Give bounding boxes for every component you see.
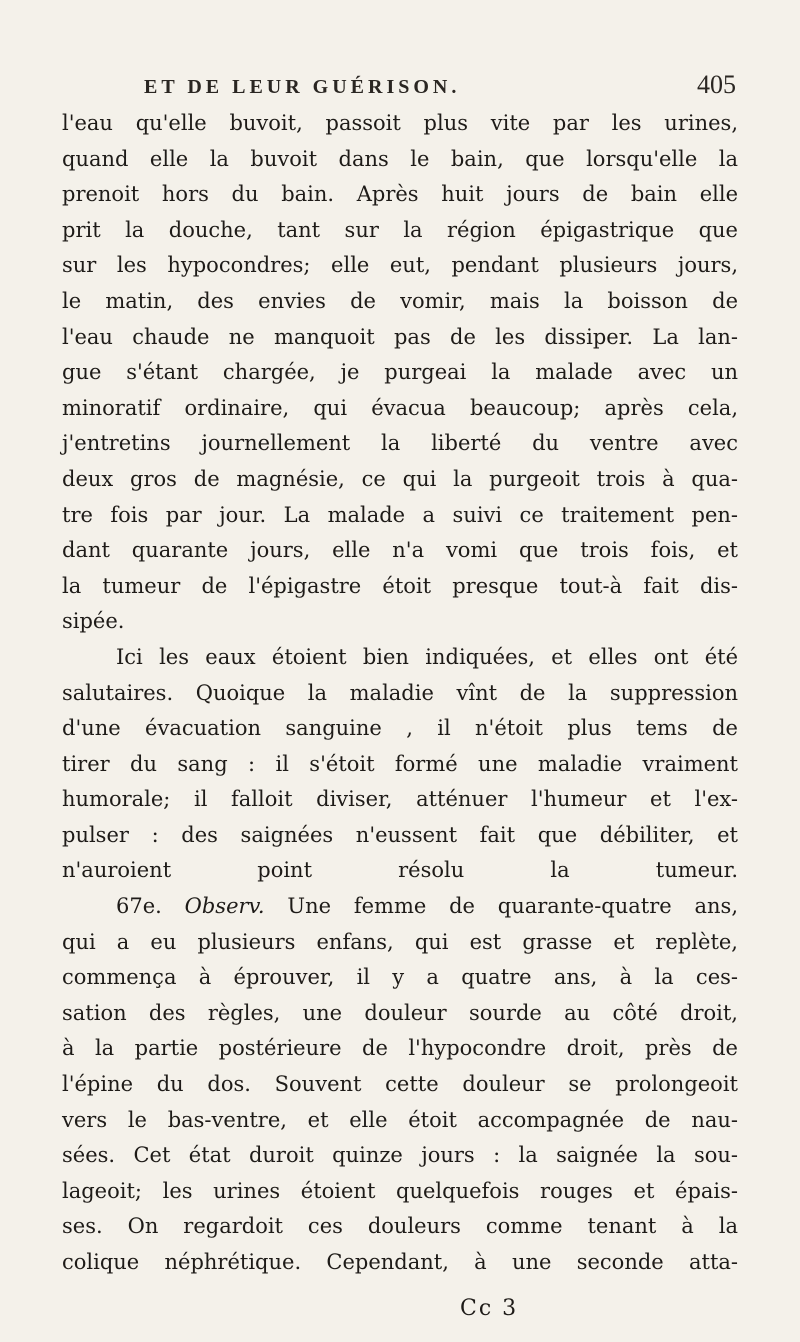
signature-mark: Cc 3	[460, 1296, 519, 1321]
text-line: dant quarante jours, elle n'a vomi que trois fois, et	[62, 538, 738, 563]
text-line: l'épine du dos. Souvent cette douleur se prolongeoit	[62, 1072, 738, 1097]
text-line: la tumeur de l'épigastre étoit presque tout-à fait dis-	[62, 573, 738, 598]
text-line: à la partie postérieure de l'hypocondre droit, près de	[62, 1036, 738, 1061]
text-line: vers le bas-ventre, et elle étoit accompagnée de nau-	[62, 1107, 738, 1132]
text-line: prit la douche, tant sur la région épigastrique que	[62, 217, 738, 242]
running-title: ET DE LEUR GUÉRISON.	[144, 76, 461, 98]
text-line: qui a eu plusieurs enfans, qui est grasse et replète,	[62, 929, 738, 954]
text-line: sation des règles, une douleur sourde au côté droit,	[62, 1000, 738, 1025]
text-line: lageoit; les urines étoient quelquefois rouges et épais-	[62, 1178, 738, 1203]
text-line: quand elle la buvoit dans le bain, que lorsqu'elle la	[62, 146, 738, 171]
text-line: humorale; il falloit diviser, atténuer l'humeur et l'ex-	[62, 787, 738, 812]
text-line: ses. On regardoit ces douleurs comme tenant à la	[62, 1214, 738, 1239]
observation-label: Observ.	[184, 894, 265, 919]
body-text	[62, 106, 738, 1281]
text-line: n'auroient point résolu la tumeur.	[62, 858, 738, 883]
text-line: le matin, des envies de vomir, mais la boisson de	[62, 288, 738, 313]
paragraph-1	[62, 106, 738, 640]
text-line: minoratif ordinaire, qui évacua beaucoup; après cela,	[62, 395, 738, 420]
text-line: sipée.	[62, 609, 125, 634]
text-line: prenoit hors du bain. Après huit jours de bain elle	[62, 182, 738, 207]
text-line: pulser : des saignées n'eussent fait que débiliter, et	[62, 822, 738, 847]
text-line: sur les hypocondres; elle eut, pendant plusieurs jours,	[62, 253, 738, 278]
text-line: salutaires. Quoique la maladie vînt de la suppression	[62, 680, 738, 705]
text-line: sées. Cet état duroit quinze jours : la saignée la sou-	[62, 1143, 738, 1168]
text-line: tre fois par jour. La malade a suivi ce traitement pen-	[62, 502, 738, 527]
text-line: Une femme de quarante-quatre ans,	[287, 894, 738, 919]
observation-first-line	[62, 889, 738, 925]
text-line: l'eau chaude ne manquoit pas de les dissiper. La lan-	[62, 324, 738, 349]
page-header	[62, 70, 738, 106]
paragraph-2	[62, 640, 738, 889]
text-line: deux gros de magnésie, ce qui la purgeoit trois à qua-	[62, 466, 738, 491]
page-number: 405	[697, 70, 736, 99]
text-line: commença à éprouver, il y a quatre ans, à la ces-	[62, 965, 738, 990]
text-line: j'entretins journellement la liberté du ventre avec	[62, 431, 738, 456]
observation-number: 67e.	[116, 894, 162, 919]
text-line: tirer du sang : il s'étoit formé une maladie vraiment	[62, 751, 738, 776]
paragraph-3	[62, 889, 738, 1281]
text-line: colique néphrétique. Cependant, à une seconde atta-	[62, 1250, 738, 1274]
text-line: gue s'étant chargée, je purgeai la malade avec un	[62, 360, 738, 385]
text-line: l'eau qu'elle buvoit, passoit plus vite par les urines,	[62, 111, 738, 135]
text-line: Ici les eaux étoient bien indiquées, et elles ont été	[116, 644, 738, 669]
text-line: d'une évacuation sanguine , il n'étoit plus tems de	[62, 716, 738, 741]
